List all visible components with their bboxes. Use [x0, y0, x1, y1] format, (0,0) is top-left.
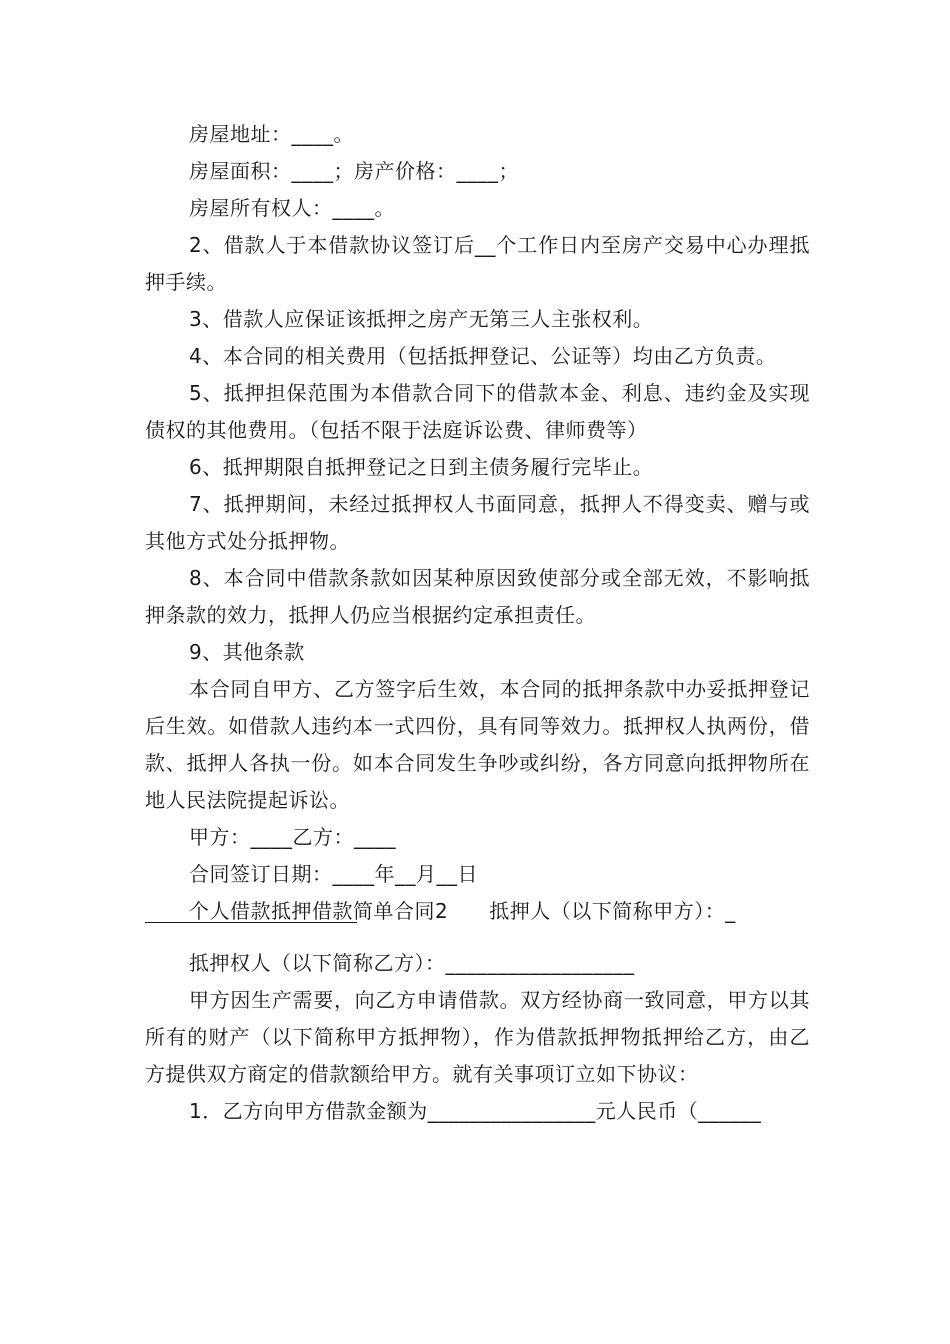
- house-address-line: 房屋地址：____。: [189, 122, 354, 146]
- clause-5-paragraph: 5、抵押担保范围为本借款合同下的借款本金、利息、违约金及实现债权的其他费用。（包括不限于法庭诉讼费、律师费等）: [145, 381, 810, 442]
- effectiveness-paragraph: 本合同自甲方、乙方签字后生效，本合同的抵押条款中办妥抵押登记后生效。如借款人违约本一式四份，具有同等效力。抵押权人执两份，借款、抵押人各执一份。如本合同发生争吵或纠纷，各方同意向抵押物所在地人民法院提起诉讼。: [145, 677, 810, 812]
- clause-3-paragraph: 3、借款人应保证该抵押之房产无第三人主张权利。: [189, 307, 654, 331]
- signatures-line: 甲方：____乙方：____: [189, 825, 396, 849]
- house-area-price-line: 房屋面积：____；房产价格：____；: [189, 159, 519, 183]
- clause-6-paragraph: 6、抵押期限自抵押登记之日到主债务履行完毕止。: [189, 455, 654, 479]
- house-owner-line: 房屋所有权人：____。: [189, 196, 395, 220]
- sign-date-line: 合同签订日期：____年__月__日: [189, 862, 478, 886]
- document-page: [145, 116, 810, 1130]
- preamble-paragraph: 甲方因生产需要，向乙方申请借款。双方经协商一致同意，甲方以其所有的财产（以下简称甲方抵押物），作为借款抵押物抵押给乙方，由乙方提供双方商定的借款额给甲方。就有关事项订立如下协议：: [145, 988, 810, 1086]
- contract-2-title-line: 个人借款抵押借款简单合同2 抵押人（以下简称甲方）：_: [189, 899, 736, 923]
- clause-7-paragraph: 7、抵押期间，未经过抵押权人书面同意，抵押人不得变卖、赠与或其他方式处分抵押物。: [145, 492, 810, 553]
- clause-2-paragraph: 2、借款人于本借款协议签订后__个工作日内至房产交易中心办理抵押手续。: [145, 233, 810, 294]
- clause-4-paragraph: 4、本合同的相关费用（包括抵押登记、公证等）均由乙方负责。: [189, 344, 777, 368]
- c2-clause-1-line: 1．乙方向甲方借款金额为________________元人民币（______: [189, 1099, 762, 1123]
- mortgagee-line: 抵押权人（以下简称乙方）：__________________: [189, 951, 635, 975]
- clause-8-paragraph: 8、本合同中借款条款如因某种原因致使部分或全部无效，不影响抵押条款的效力，抵押人仍应当根据约定承担责任。: [145, 566, 810, 627]
- clause-9-heading: 9、其他条款: [189, 640, 305, 664]
